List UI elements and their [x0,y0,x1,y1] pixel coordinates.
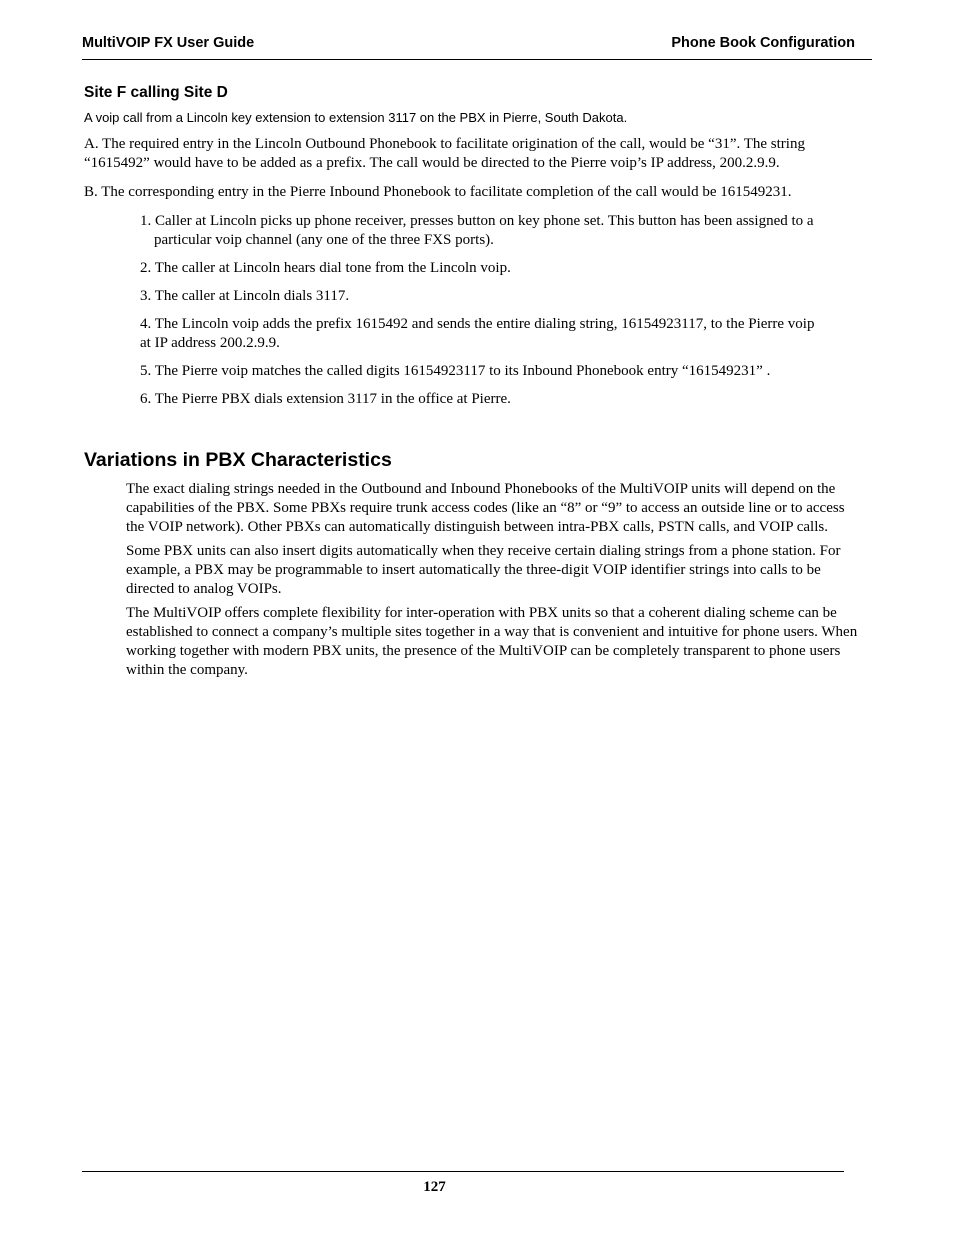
body-paragraph: The exact dialing strings needed in the Outbound and Inbound Phonebooks of the MultiVOIP units will depend on the capabilities of the PBX. Some PBXs require trunk access codes (like an “8” or “9” to access an outside line or to access the VOIP network). Other PBXs can automatically distinguish between intra-PBX calls, PSTN calls, and VOIP calls. [126,481,845,535]
body-paragraph: The MultiVOIP offers complete flexibility for inter-operation with PBX units so that a coherent dialing scheme can be established to connect a company’s multiple sites together in a way that is convenient and intuitive for phone users. When working together with modern PBX units, the presence of the MultiVOIP can be completely transparent to phone users within the company. [126,605,858,678]
step-item: 4. The Lincoln voip adds the prefix 1615492 and sends the entire dialing string, 16154923117, to the Pierre voip at IP address 200.2.9.9. [140,315,874,353]
site-f-heading: Site F calling Site D [84,84,228,101]
body-paragraph: Some PBX units can also insert digits automatically when they receive certain dialing strings from a phone station. For example, a PBX may be programmable to insert automatically the three-digit VOIP identifier strings into calls to be directed to analog VOIPs. [126,543,841,597]
step-item: 5. The Pierre voip matches the called digits 16154923117 to its Inbound Phonebook entry “161549231” . [140,363,771,379]
call-steps-list [84,212,874,409]
step-item: 6. The Pierre PBX dials extension 3117 in the office at Pierre. [140,391,511,407]
step-item: 3. The caller at Lincoln dials 3117. [140,288,350,304]
header-doc-title: MultiVOIP FX User Guide [82,35,255,51]
footer-rule [82,1171,844,1172]
paragraph-b: B. The corresponding entry in the Pierre Inbound Phonebook to facilitate completion of the call would be 161549231. [84,184,792,200]
step-item: 2. The caller at Lincoln hears dial tone from the Lincoln voip. [140,260,511,276]
step-4-continuation: at IP address 200.2.9.9. [140,335,280,351]
page-content [84,84,874,685]
header-section-title: Phone Book Configuration [671,35,855,51]
page-number: 127 [423,1179,446,1195]
section-heading: Variations in PBX Characteristics [84,449,392,471]
page-header [82,33,872,60]
paragraph-a: A. The required entry in the Lincoln Outbound Phonebook to facilitate origination of the call, would be “31”. The string “1615492” would have to be added as a prefix. The call would be directed to the Pierre voip’s IP address, 200.2.9.9. [84,136,805,171]
step-item: 1. Caller at Lincoln picks up phone receiver, presses button on key phone set. This button has been assigned to a particular voip channel (any one of the three FXS ports). [140,213,814,248]
site-f-intro: A voip call from a Lincoln key extension to extension 3117 on the PBX in Pierre, South Dakota. [84,110,628,125]
